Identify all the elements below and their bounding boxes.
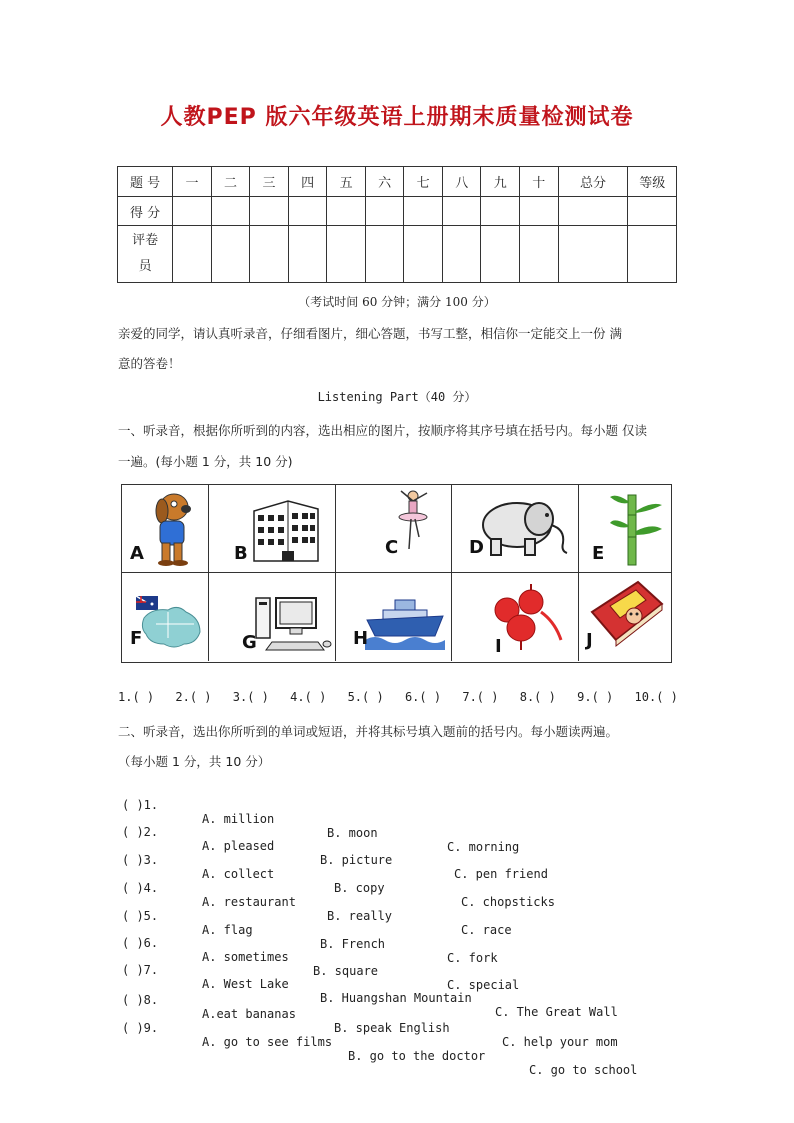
option-a: A.eat bananas [202, 1007, 296, 1021]
computer-icon [252, 594, 332, 652]
answer-blank[interactable]: 9.( ) [577, 690, 614, 704]
option-c: C. special [447, 978, 520, 992]
picture-cell-c [335, 485, 452, 573]
grader-cell[interactable] [404, 226, 443, 283]
option-a: A. million [202, 812, 275, 826]
picture-cell-i [451, 572, 579, 661]
ballerina-icon [393, 487, 433, 557]
answer-blank[interactable]: 10.( ) [634, 690, 678, 704]
option-a: A. sometimes [202, 950, 289, 964]
header-cell: 一 [173, 167, 212, 197]
elephant-icon [477, 495, 573, 559]
page-title: 人教PEP 版六年级英语上册期末质量检测试卷 [160, 105, 634, 130]
option-c: C. race [461, 923, 512, 937]
grader-label-line1: 评卷 [132, 233, 159, 248]
score-cell[interactable] [327, 197, 366, 226]
picture-letter: G [242, 632, 257, 653]
grader-cell[interactable] [365, 226, 404, 283]
picture-letter: E [592, 543, 605, 564]
grader-cell[interactable] [173, 226, 212, 283]
picture-letter: J [586, 630, 593, 651]
question-number[interactable]: ( )5. [122, 909, 159, 923]
picture-letter: H [353, 628, 369, 649]
picture-letter: F [130, 628, 143, 649]
option-c: C. morning [447, 840, 520, 854]
option-c: C. fork [447, 951, 498, 965]
option-b: B. speak English [334, 1021, 450, 1035]
picture-cell-a [122, 485, 209, 573]
question-number[interactable]: ( )4. [122, 881, 159, 895]
option-c: C. go to school [529, 1063, 638, 1077]
score-cell[interactable] [481, 197, 520, 226]
option-b: B. picture [320, 853, 393, 867]
header-cell: 九 [481, 167, 520, 197]
score-cell[interactable] [442, 197, 481, 226]
score-cell[interactable] [365, 197, 404, 226]
picture-cell-f [122, 572, 209, 661]
score-cell[interactable] [628, 197, 677, 226]
part2-instruction-line1: 二、听录音，选出你所听到的单词或短语，并将其标号填入题前的括号内。每小题读两遍。 [118, 724, 619, 739]
grader-label-line2: 员 [138, 259, 152, 274]
question-number[interactable]: ( )7. [122, 963, 159, 977]
part1-instruction-line2: 一遍。(每小题 1 分，共 10 分) [118, 454, 293, 469]
grader-row-label [118, 226, 173, 283]
score-cell[interactable] [558, 197, 628, 226]
dog-icon [140, 489, 200, 569]
score-cell[interactable] [211, 197, 250, 226]
score-table [117, 166, 677, 283]
ship-icon [365, 594, 445, 650]
header-cell: 四 [288, 167, 327, 197]
part2-instruction-line2: （每小题 1 分，共 10 分） [118, 754, 271, 769]
part1-answer-row [118, 690, 678, 704]
option-b: B. copy [334, 881, 385, 895]
grader-cell[interactable] [481, 226, 520, 283]
grader-row [118, 226, 677, 283]
intro-line-1: 亲爱的同学，请认真听录音，仔细看图片，细心答题，书写工整，相信你一定能交上一份 满 [118, 326, 622, 341]
option-c: C. pen friend [454, 867, 548, 881]
picture-letter: I [495, 636, 502, 657]
header-cell: 八 [442, 167, 481, 197]
bamboo-icon [608, 491, 664, 567]
answer-blank[interactable]: 8.( ) [519, 690, 556, 704]
picture-cell-h [335, 572, 452, 661]
picture-cell-b [208, 485, 336, 573]
option-b: B. really [327, 909, 393, 923]
grader-cell[interactable] [520, 226, 559, 283]
intro-line-2: 意的答卷！ [118, 356, 181, 371]
answer-blank[interactable]: 3.( ) [232, 690, 269, 704]
picture-cell-j [578, 572, 671, 661]
header-cell-label: 题 号 [118, 167, 173, 197]
picture-letter: D [469, 537, 484, 558]
header-cell: 七 [404, 167, 443, 197]
option-a: A. flag [202, 923, 253, 937]
picture-cell-g [208, 572, 336, 661]
option-c: C. The Great Wall [495, 1005, 618, 1019]
building-icon [248, 495, 324, 565]
option-a: A. collect [202, 867, 275, 881]
header-cell: 五 [327, 167, 366, 197]
grader-cell[interactable] [558, 226, 628, 283]
header-cell: 十 [520, 167, 559, 197]
header-cell: 六 [365, 167, 404, 197]
picture-letter: C [385, 537, 399, 558]
option-b: B. Huangshan Mountain [320, 991, 472, 1005]
option-a: A. restaurant [202, 895, 296, 909]
option-b: B. square [313, 964, 379, 978]
picture-cell-e [578, 485, 671, 573]
picture-letter: B [234, 543, 248, 564]
answer-blank[interactable]: 6.( ) [404, 690, 442, 704]
picture-letter: A [130, 543, 144, 564]
score-cell[interactable] [520, 197, 559, 226]
storybook-icon [584, 578, 666, 648]
score-row [118, 197, 677, 226]
option-c: C. help your mom [502, 1035, 618, 1049]
answer-blank[interactable]: 1.( ) [118, 690, 155, 704]
answer-blank[interactable]: 4.( ) [290, 690, 327, 704]
score-cell[interactable] [173, 197, 212, 226]
header-cell-grade: 等级 [628, 167, 677, 197]
part1-instruction-line1: 一、听录音，根据你所听到的内容，选出相应的图片，按顺序将其序号填在括号内。每小题 仅读 [118, 423, 647, 438]
answer-blank[interactable]: 2.( ) [175, 690, 212, 704]
question-number[interactable]: ( )8. [122, 993, 159, 1007]
option-b: B. French [320, 937, 386, 951]
option-c: C. chopsticks [461, 895, 555, 909]
picture-grid [121, 484, 672, 663]
header-cell: 二 [211, 167, 250, 197]
option-b: B. go to the doctor [348, 1049, 486, 1063]
listening-section-title: Listening Part（40 分） [317, 390, 477, 404]
grader-cell[interactable] [211, 226, 250, 283]
header-cell: 三 [250, 167, 289, 197]
answer-blank[interactable]: 5.( ) [347, 690, 384, 704]
score-table-header-row [118, 167, 677, 197]
grader-cell[interactable] [250, 226, 289, 283]
question-number[interactable]: ( )3. [122, 853, 159, 867]
answer-blank[interactable]: 7.( ) [462, 690, 499, 704]
australia-map-icon [134, 594, 206, 654]
option-a: A. pleased [202, 839, 275, 853]
question-number[interactable]: ( )9. [122, 1021, 159, 1035]
grader-cell[interactable] [442, 226, 481, 283]
header-cell-total: 总分 [558, 167, 628, 197]
grader-cell[interactable] [327, 226, 366, 283]
exam-note: （考试时间 60 分钟；满分 100 分） [298, 295, 496, 309]
grader-cell[interactable] [288, 226, 327, 283]
score-row-label: 得 分 [118, 197, 173, 226]
option-a: A. go to see films [202, 1035, 333, 1049]
score-cell[interactable] [404, 197, 443, 226]
score-cell[interactable] [250, 197, 289, 226]
question-number[interactable]: ( )6. [122, 936, 159, 950]
grader-cell[interactable] [628, 226, 677, 283]
question-number[interactable]: ( )2. [122, 825, 159, 839]
option-b: B. moon [327, 826, 378, 840]
score-cell[interactable] [288, 197, 327, 226]
picture-cell-d [451, 485, 579, 573]
option-a: A. West Lake [202, 977, 289, 991]
question-number[interactable]: ( )1. [122, 798, 159, 812]
